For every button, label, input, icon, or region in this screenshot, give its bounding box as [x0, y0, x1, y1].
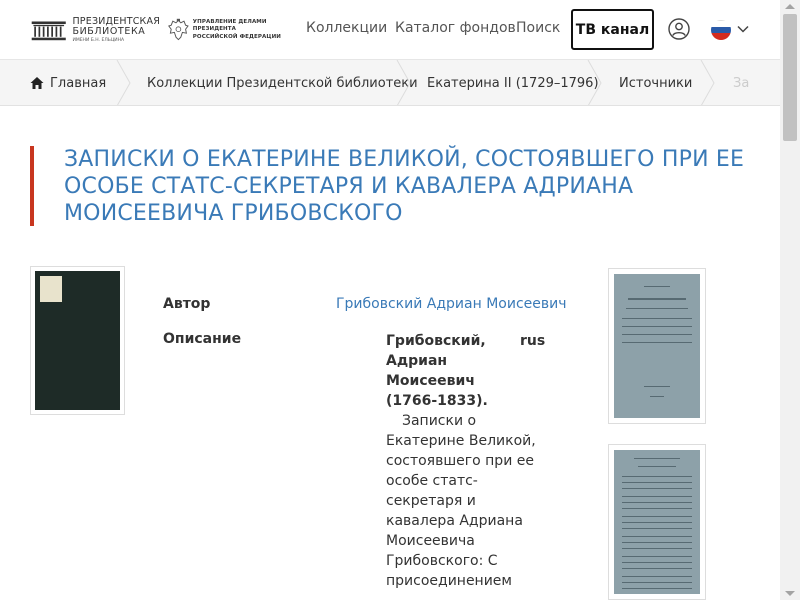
admin-logo-line2: РОССИЙСКОЙ ФЕДЕРАЦИИ — [192, 33, 281, 40]
description-author: Грибовский, Адриан Моисеевич (1766-1833). — [386, 333, 488, 409]
scrollbar-thumb[interactable] — [783, 14, 797, 141]
chevron-down-icon[interactable] — [736, 22, 750, 36]
cover-label-sticker — [40, 276, 62, 302]
breadcrumb-home[interactable] — [30, 60, 106, 106]
title-accent-bar — [30, 146, 34, 226]
breadcrumb-separator — [587, 60, 603, 106]
library-logo-text — [72, 17, 160, 44]
scroll-up-arrow-icon[interactable] — [785, 4, 795, 9]
presidential-administration-logo[interactable] — [168, 14, 288, 46]
breadcrumb-separator — [116, 60, 132, 106]
breadcrumb-sources[interactable]: Источники — [619, 75, 693, 91]
site-header — [0, 0, 780, 60]
book-cover-image — [35, 271, 120, 410]
breadcrumb-current: За — [733, 75, 750, 91]
logo-line2: БИБЛИОТЕКА — [72, 26, 146, 38]
author-label: Автор — [163, 296, 211, 312]
admin-logo-line1: УПРАВЛЕНИЕ ДЕЛАМИ ПРЕЗИДЕНТА — [192, 18, 267, 33]
library-building-icon — [30, 16, 67, 44]
tv-channel-button[interactable]: ТВ канал — [571, 9, 654, 50]
presidential-library-logo[interactable] — [30, 14, 160, 46]
nav-collections[interactable]: Коллекции — [306, 20, 388, 36]
page-title: ЗАПИСКИ О ЕКАТЕРИНЕ ВЕЛИКОЙ, СОСТОЯВШЕГО ПРИ ЕЕ ОСОБЕ СТАТС-СЕКРЕТАРЯ И КАВАЛЕРА АДРИАНА МОИСЕЕВИЧА ГРИБОВСКОГО — [64, 147, 745, 226]
eagle-emblem-icon — [168, 15, 189, 45]
home-icon — [30, 76, 44, 90]
russian-flag-icon[interactable] — [711, 20, 731, 40]
description-language: rus — [520, 333, 546, 349]
page-thumbnail-1[interactable] — [608, 268, 706, 424]
description-label: Описание — [163, 331, 242, 347]
breadcrumb-separator — [700, 60, 716, 106]
scroll-down-arrow-icon[interactable] — [785, 591, 795, 596]
content-page-scan — [614, 450, 700, 594]
breadcrumb-catherine[interactable]: Екатерина II (1729–1796) — [427, 75, 599, 91]
description-text — [386, 331, 546, 591]
page-thumbnail-2[interactable] — [608, 444, 706, 600]
administration-logo-text — [193, 19, 288, 41]
description-body: Записки о Екатерине Великой, состоявшего при ее особе статс-секретаря и кавалера Адриана Моисеевича Грибовского: С присоединением — [386, 413, 536, 589]
nav-catalog[interactable]: Каталог фондов — [395, 20, 516, 36]
breadcrumb-home-label: Главная — [50, 75, 107, 91]
author-link[interactable]: Грибовский Адриан Моисеевич — [336, 296, 567, 312]
breadcrumb — [0, 60, 780, 106]
logo-line1: ПРЕЗИДЕНТСКАЯ — [72, 15, 160, 27]
nav-search[interactable]: Поиск — [516, 20, 561, 36]
title-page-scan — [614, 274, 700, 418]
user-account-icon[interactable] — [668, 18, 690, 40]
book-cover-thumbnail[interactable] — [30, 266, 125, 415]
breadcrumb-collections[interactable]: Коллекции Президентской библиотеки — [147, 75, 418, 91]
logo-line3: ИМЕНИ Б.Н. ЕЛЬЦИНА — [72, 37, 125, 43]
breadcrumb-separator — [396, 60, 412, 106]
page-scrollbar[interactable] — [780, 0, 800, 600]
